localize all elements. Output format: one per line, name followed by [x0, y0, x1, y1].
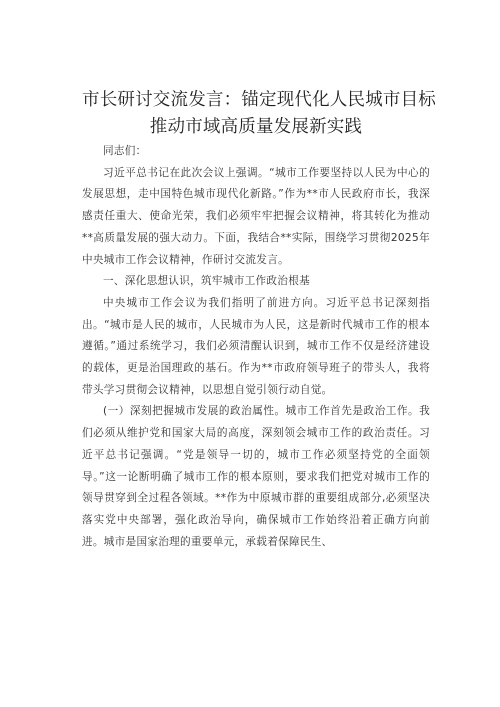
section-heading-1: 一、深化思想认识，筑牢城市工作政治根基 — [103, 275, 310, 288]
title-line-2: 推动市域高质量发展新实践 — [149, 117, 363, 137]
paragraph-subsection-1: (一）深刻把握城市发展的政治属性。城市工作首先是政治工作。我们必须从维护党和国家大局的高度，深刻领会城市工作的政治责任。习近平总书记强调。“党是领导一切的，城市工作必须坚持党的全面领导。”这一论断明确了城市工作的根本原则，要求我们把党对城市工作的领导贯穿到全过程各领域。**作为中原城市群的重要组成部分,必须坚决落实党中央部署，强化政治导向，确保城市工作始终沿着正确方向前进。城市是国家治理的重要单元，承载着保障民生、 — [82, 405, 430, 548]
salutation: 同志们： — [103, 145, 147, 157]
document-body — [82, 141, 430, 553]
title-line-1: 市长研讨交流发言：锚定现代化人民城市目标 — [82, 90, 436, 110]
document-title — [82, 87, 436, 141]
paragraph-section-1: 中央城市工作会议为我们指明了前进方向。习近平总书记深刻指出。“城市是人民的城市，人民城市为人民，这是新时代城市工作的根本遵循。”通过系统学习，我们必须清醒认识到，城市工作不仅是经济建设的载体，更是治国理政的基石。作为**市政府领导班子的带头人，我将带头学习贯彻会议精神，以思想自觉引领行动自觉。 — [82, 296, 430, 396]
paragraph-intro: 习近平总书记在此次会议上强调。“城市工作要坚持以人民为中心的发展思想，走中国特色城市现代化新路。”作为**市人民政府市长，我深感责任重大、使命光荣，我们必须牢牢把握会议精神，将其转化为推动**高质量发展的强大动力。下面，我结合**实际，围绕学习贯彻2025年中央城市工作会议精神，作研讨交流发言。 — [82, 166, 430, 266]
